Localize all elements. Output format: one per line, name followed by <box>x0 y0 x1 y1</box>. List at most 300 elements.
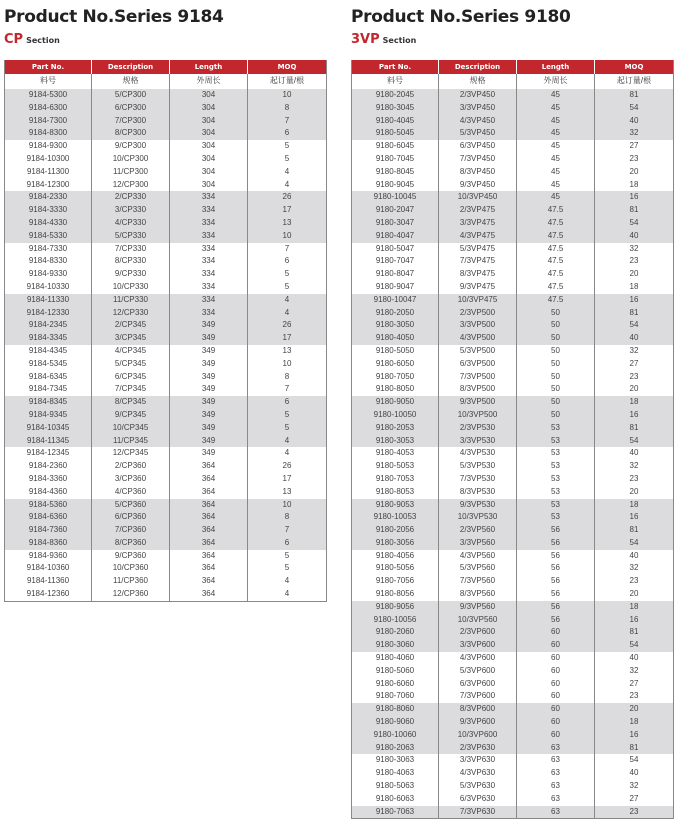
table-row <box>352 550 674 563</box>
table-row <box>352 703 674 716</box>
part-no-cell: 9184-12345 <box>5 447 92 460</box>
part-no-cell: 9184-9300 <box>5 140 92 153</box>
table-row <box>352 89 674 102</box>
length-cell: 334 <box>170 191 248 204</box>
length-cell: 349 <box>170 332 248 345</box>
moq-cell: 20 <box>595 588 674 601</box>
description-cell: 4/3VP630 <box>439 767 517 780</box>
part-no-cell: 9184-4330 <box>5 217 92 230</box>
part-no-cell: 9180-2060 <box>352 626 439 639</box>
part-no-cell: 9180-2053 <box>352 422 439 435</box>
moq-cell: 7 <box>248 243 327 256</box>
moq-cell: 26 <box>248 319 327 332</box>
description-cell: 8/3VP560 <box>439 588 517 601</box>
table-row <box>352 473 674 486</box>
table-row <box>352 217 674 230</box>
table-row <box>5 166 327 179</box>
part-no-cell: 9184-12330 <box>5 307 92 320</box>
table-row <box>352 793 674 806</box>
length-cell: 60 <box>517 690 595 703</box>
moq-cell: 20 <box>595 383 674 396</box>
column-header-zh-description: 规格 <box>92 74 170 89</box>
part-no-cell: 9180-5063 <box>352 780 439 793</box>
description-cell: 2/3VP530 <box>439 422 517 435</box>
table-row <box>352 127 674 140</box>
moq-cell: 27 <box>595 358 674 371</box>
moq-cell: 16 <box>595 511 674 524</box>
description-cell: 9/CP360 <box>92 550 170 563</box>
moq-cell: 4 <box>248 575 327 588</box>
part-no-cell: 9184-10300 <box>5 153 92 166</box>
description-cell: 4/3VP530 <box>439 447 517 460</box>
header-row-chinese <box>352 74 674 89</box>
moq-cell: 16 <box>595 294 674 307</box>
description-cell: 8/CP330 <box>92 255 170 268</box>
column-header-zh-part-no: 料号 <box>352 74 439 89</box>
moq-cell: 54 <box>595 319 674 332</box>
part-no-cell: 9180-9047 <box>352 281 439 294</box>
moq-cell: 40 <box>595 447 674 460</box>
part-no-cell: 9180-2045 <box>352 89 439 102</box>
length-cell: 60 <box>517 716 595 729</box>
description-cell: 10/CP300 <box>92 153 170 166</box>
description-cell: 4/CP345 <box>92 345 170 358</box>
length-cell: 364 <box>170 562 248 575</box>
moq-cell: 54 <box>595 435 674 448</box>
part-no-cell: 9184-8300 <box>5 127 92 140</box>
part-no-cell: 9180-8047 <box>352 268 439 281</box>
length-cell: 63 <box>517 742 595 755</box>
part-no-cell: 9180-9053 <box>352 499 439 512</box>
description-cell: 9/3VP530 <box>439 499 517 512</box>
part-no-cell: 9180-10047 <box>352 294 439 307</box>
moq-cell: 32 <box>595 780 674 793</box>
section-code: 3VP <box>351 32 380 47</box>
moq-cell: 6 <box>248 537 327 550</box>
description-cell: 2/CP345 <box>92 319 170 332</box>
length-cell: 50 <box>517 319 595 332</box>
moq-cell: 7 <box>248 383 327 396</box>
length-cell: 364 <box>170 575 248 588</box>
moq-cell: 54 <box>595 639 674 652</box>
moq-cell: 4 <box>248 294 327 307</box>
description-cell: 4/3VP500 <box>439 332 517 345</box>
series-9184-panel <box>4 0 326 599</box>
moq-cell: 7 <box>248 115 327 128</box>
description-cell: 11/CP360 <box>92 575 170 588</box>
part-no-cell: 9184-9360 <box>5 550 92 563</box>
moq-cell: 18 <box>595 601 674 614</box>
length-cell: 364 <box>170 537 248 550</box>
description-cell: 3/CP345 <box>92 332 170 345</box>
description-cell: 4/3VP450 <box>439 115 517 128</box>
table-row <box>5 268 327 281</box>
description-cell: 10/CP330 <box>92 281 170 294</box>
column-header-part-no: Part No. <box>352 60 439 74</box>
moq-cell: 32 <box>595 562 674 575</box>
part-no-cell: 9180-6045 <box>352 140 439 153</box>
description-cell: 6/3VP600 <box>439 678 517 691</box>
description-cell: 6/3VP450 <box>439 140 517 153</box>
moq-cell: 6 <box>248 255 327 268</box>
length-cell: 334 <box>170 307 248 320</box>
part-no-cell: 9180-9060 <box>352 716 439 729</box>
description-cell: 12/CP300 <box>92 179 170 192</box>
moq-cell: 16 <box>595 191 674 204</box>
table-row <box>352 652 674 665</box>
length-cell: 56 <box>517 614 595 627</box>
part-no-cell: 9184-2360 <box>5 460 92 473</box>
table-row <box>352 179 674 192</box>
part-no-cell: 9180-7050 <box>352 371 439 384</box>
length-cell: 349 <box>170 435 248 448</box>
length-cell: 349 <box>170 371 248 384</box>
description-cell: 8/3VP600 <box>439 703 517 716</box>
part-no-cell: 9184-4360 <box>5 486 92 499</box>
length-cell: 349 <box>170 383 248 396</box>
table-row <box>5 102 327 115</box>
part-no-cell: 9180-7053 <box>352 473 439 486</box>
part-no-cell: 9184-7300 <box>5 115 92 128</box>
part-no-cell: 9180-10053 <box>352 511 439 524</box>
section-label: Section <box>382 36 417 45</box>
length-cell: 63 <box>517 754 595 767</box>
table-row <box>352 614 674 627</box>
description-cell: 9/3VP450 <box>439 179 517 192</box>
moq-cell: 4 <box>248 179 327 192</box>
description-cell: 9/3VP600 <box>439 716 517 729</box>
table-row <box>352 626 674 639</box>
column-header-moq: MOQ <box>595 60 674 74</box>
table-row <box>352 281 674 294</box>
moq-cell: 5 <box>248 409 327 422</box>
table-row <box>352 460 674 473</box>
part-no-cell: 9180-3053 <box>352 435 439 448</box>
part-no-cell: 9184-11360 <box>5 575 92 588</box>
length-cell: 63 <box>517 793 595 806</box>
length-cell: 47.5 <box>517 204 595 217</box>
table-row <box>5 447 327 460</box>
moq-cell: 6 <box>248 127 327 140</box>
length-cell: 53 <box>517 422 595 435</box>
length-cell: 304 <box>170 127 248 140</box>
length-cell: 45 <box>517 102 595 115</box>
length-cell: 60 <box>517 652 595 665</box>
table-row <box>5 255 327 268</box>
length-cell: 50 <box>517 358 595 371</box>
length-cell: 304 <box>170 179 248 192</box>
table-row <box>5 217 327 230</box>
length-cell: 53 <box>517 460 595 473</box>
moq-cell: 23 <box>595 690 674 703</box>
table-row <box>352 191 674 204</box>
length-cell: 50 <box>517 383 595 396</box>
length-cell: 56 <box>517 550 595 563</box>
column-header-zh-moq: 起订量/根 <box>595 74 674 89</box>
length-cell: 364 <box>170 550 248 563</box>
table-row <box>352 575 674 588</box>
moq-cell: 26 <box>248 191 327 204</box>
column-header-length: Length <box>170 60 248 74</box>
part-no-cell: 9180-5050 <box>352 345 439 358</box>
description-cell: 8/3VP500 <box>439 383 517 396</box>
part-no-cell: 9180-4063 <box>352 767 439 780</box>
length-cell: 47.5 <box>517 255 595 268</box>
description-cell: 6/3VP630 <box>439 793 517 806</box>
table-row <box>352 524 674 537</box>
moq-cell: 6 <box>248 396 327 409</box>
part-no-cell: 9180-3047 <box>352 217 439 230</box>
description-cell: 10/3VP530 <box>439 511 517 524</box>
moq-cell: 23 <box>595 371 674 384</box>
part-no-cell: 9184-8345 <box>5 396 92 409</box>
series-9180-panel <box>351 0 673 816</box>
length-cell: 63 <box>517 806 595 819</box>
moq-cell: 13 <box>248 486 327 499</box>
table-row <box>352 140 674 153</box>
length-cell: 56 <box>517 601 595 614</box>
length-cell: 56 <box>517 537 595 550</box>
description-cell: 10/3VP450 <box>439 191 517 204</box>
moq-cell: 5 <box>248 281 327 294</box>
moq-cell: 20 <box>595 166 674 179</box>
moq-cell: 8 <box>248 371 327 384</box>
description-cell: 5/3VP450 <box>439 127 517 140</box>
moq-cell: 5 <box>248 153 327 166</box>
part-no-cell: 9180-2063 <box>352 742 439 755</box>
length-cell: 63 <box>517 767 595 780</box>
part-no-cell: 9180-10050 <box>352 409 439 422</box>
length-cell: 45 <box>517 166 595 179</box>
section-code: CP <box>4 32 24 47</box>
moq-cell: 23 <box>595 473 674 486</box>
table-row <box>5 281 327 294</box>
length-cell: 349 <box>170 409 248 422</box>
table-row <box>352 665 674 678</box>
length-cell: 50 <box>517 345 595 358</box>
part-no-cell: 9180-5053 <box>352 460 439 473</box>
table-row <box>5 499 327 512</box>
table-row <box>352 230 674 243</box>
moq-cell: 4 <box>248 588 327 601</box>
moq-cell: 18 <box>595 396 674 409</box>
description-cell: 5/3VP630 <box>439 780 517 793</box>
table-row <box>352 806 674 819</box>
description-cell: 2/3VP450 <box>439 89 517 102</box>
table-row <box>5 409 327 422</box>
part-no-cell: 9184-5345 <box>5 358 92 371</box>
header-row <box>5 60 327 74</box>
length-cell: 334 <box>170 204 248 217</box>
table-row <box>5 140 327 153</box>
table-row <box>352 716 674 729</box>
moq-cell: 26 <box>248 460 327 473</box>
description-cell: 12/CP330 <box>92 307 170 320</box>
description-cell: 6/3VP500 <box>439 358 517 371</box>
description-cell: 5/3VP500 <box>439 345 517 358</box>
description-cell: 10/3VP600 <box>439 729 517 742</box>
table-row <box>5 460 327 473</box>
length-cell: 53 <box>517 447 595 460</box>
part-no-cell: 9180-7063 <box>352 806 439 819</box>
table-row <box>5 511 327 524</box>
description-cell: 7/3VP475 <box>439 255 517 268</box>
length-cell: 47.5 <box>517 243 595 256</box>
part-no-cell: 9180-8060 <box>352 703 439 716</box>
part-no-cell: 9180-6050 <box>352 358 439 371</box>
moq-cell: 40 <box>595 230 674 243</box>
table-row <box>5 422 327 435</box>
moq-cell: 20 <box>595 486 674 499</box>
table-row <box>352 435 674 448</box>
moq-cell: 10 <box>248 230 327 243</box>
table-row <box>5 358 327 371</box>
moq-cell: 10 <box>248 358 327 371</box>
part-no-cell: 9184-5300 <box>5 89 92 102</box>
part-no-cell: 9184-8330 <box>5 255 92 268</box>
moq-cell: 16 <box>595 729 674 742</box>
description-cell: 10/3VP500 <box>439 409 517 422</box>
table-row <box>5 319 327 332</box>
table-row <box>5 588 327 601</box>
length-cell: 47.5 <box>517 217 595 230</box>
part-no-cell: 9184-3360 <box>5 473 92 486</box>
moq-cell: 40 <box>595 767 674 780</box>
moq-cell: 27 <box>595 678 674 691</box>
length-cell: 60 <box>517 729 595 742</box>
moq-cell: 4 <box>248 435 327 448</box>
description-cell: 8/CP345 <box>92 396 170 409</box>
part-no-cell: 9184-2330 <box>5 191 92 204</box>
part-no-cell: 9180-8045 <box>352 166 439 179</box>
description-cell: 12/CP345 <box>92 447 170 460</box>
table-row <box>352 383 674 396</box>
description-cell: 7/3VP630 <box>439 806 517 819</box>
length-cell: 45 <box>517 153 595 166</box>
description-cell: 2/3VP560 <box>439 524 517 537</box>
length-cell: 45 <box>517 115 595 128</box>
part-no-cell: 9180-9050 <box>352 396 439 409</box>
moq-cell: 40 <box>595 550 674 563</box>
moq-cell: 81 <box>595 422 674 435</box>
moq-cell: 23 <box>595 806 674 819</box>
description-cell: 6/CP300 <box>92 102 170 115</box>
length-cell: 334 <box>170 243 248 256</box>
table-row <box>352 243 674 256</box>
moq-cell: 4 <box>248 307 327 320</box>
description-cell: 7/CP345 <box>92 383 170 396</box>
moq-cell: 20 <box>595 268 674 281</box>
table-row <box>5 294 327 307</box>
description-cell: 7/3VP530 <box>439 473 517 486</box>
moq-cell: 32 <box>595 243 674 256</box>
moq-cell: 32 <box>595 460 674 473</box>
table-row <box>352 345 674 358</box>
header-row-chinese <box>5 74 327 89</box>
column-header-zh-part-no: 料号 <box>5 74 92 89</box>
description-cell: 3/CP360 <box>92 473 170 486</box>
length-cell: 60 <box>517 639 595 652</box>
table-row <box>352 780 674 793</box>
length-cell: 50 <box>517 307 595 320</box>
description-cell: 9/3VP560 <box>439 601 517 614</box>
part-no-cell: 9180-9056 <box>352 601 439 614</box>
description-cell: 3/3VP500 <box>439 319 517 332</box>
length-cell: 334 <box>170 268 248 281</box>
part-no-cell: 9184-8360 <box>5 537 92 550</box>
part-no-cell: 9180-2056 <box>352 524 439 537</box>
part-no-cell: 9184-11300 <box>5 166 92 179</box>
length-cell: 47.5 <box>517 281 595 294</box>
table-row <box>352 562 674 575</box>
section-heading <box>351 30 673 48</box>
moq-cell: 81 <box>595 307 674 320</box>
length-cell: 47.5 <box>517 294 595 307</box>
moq-cell: 81 <box>595 626 674 639</box>
length-cell: 53 <box>517 435 595 448</box>
description-cell: 4/3VP475 <box>439 230 517 243</box>
description-cell: 7/3VP560 <box>439 575 517 588</box>
moq-cell: 40 <box>595 652 674 665</box>
part-no-cell: 9180-7056 <box>352 575 439 588</box>
table-row <box>352 319 674 332</box>
part-no-cell: 9184-6345 <box>5 371 92 384</box>
table-row <box>352 639 674 652</box>
table-row <box>5 153 327 166</box>
description-cell: 4/CP360 <box>92 486 170 499</box>
moq-cell: 13 <box>248 345 327 358</box>
table-row <box>5 332 327 345</box>
column-header-part-no: Part No. <box>5 60 92 74</box>
length-cell: 60 <box>517 703 595 716</box>
length-cell: 56 <box>517 524 595 537</box>
part-no-cell: 9180-6060 <box>352 678 439 691</box>
moq-cell: 5 <box>248 422 327 435</box>
length-cell: 45 <box>517 191 595 204</box>
description-cell: 7/3VP600 <box>439 690 517 703</box>
moq-cell: 5 <box>248 140 327 153</box>
part-no-cell: 9180-8053 <box>352 486 439 499</box>
length-cell: 304 <box>170 153 248 166</box>
moq-cell: 18 <box>595 716 674 729</box>
description-cell: 8/CP360 <box>92 537 170 550</box>
part-no-cell: 9180-6063 <box>352 793 439 806</box>
description-cell: 5/3VP475 <box>439 243 517 256</box>
table-row <box>5 230 327 243</box>
part-no-cell: 9184-7345 <box>5 383 92 396</box>
part-no-cell: 9180-8050 <box>352 383 439 396</box>
part-no-cell: 9184-2345 <box>5 319 92 332</box>
part-no-cell: 9184-11345 <box>5 435 92 448</box>
length-cell: 349 <box>170 447 248 460</box>
moq-cell: 18 <box>595 179 674 192</box>
part-no-cell: 9180-3063 <box>352 754 439 767</box>
moq-cell: 10 <box>248 499 327 512</box>
moq-cell: 40 <box>595 115 674 128</box>
length-cell: 56 <box>517 562 595 575</box>
part-no-cell: 9180-5056 <box>352 562 439 575</box>
moq-cell: 8 <box>248 102 327 115</box>
table-row <box>5 243 327 256</box>
description-cell: 8/3VP450 <box>439 166 517 179</box>
table-row <box>5 179 327 192</box>
moq-cell: 81 <box>595 204 674 217</box>
column-header-zh-length: 外周长 <box>517 74 595 89</box>
description-cell: 3/3VP560 <box>439 537 517 550</box>
length-cell: 304 <box>170 166 248 179</box>
table-row <box>352 307 674 320</box>
table-row <box>352 166 674 179</box>
